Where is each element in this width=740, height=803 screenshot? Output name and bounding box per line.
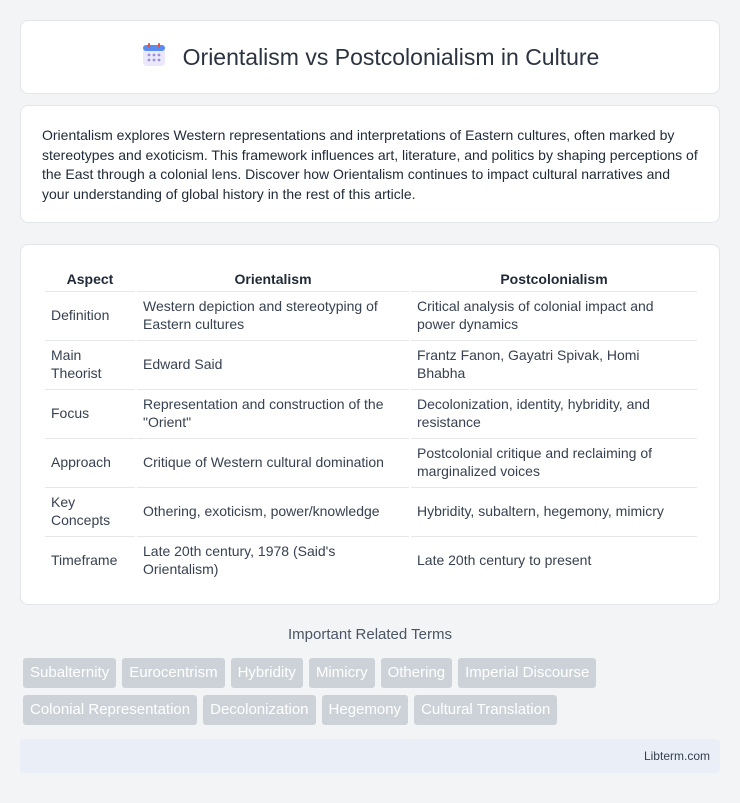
footer-brand[interactable]: Libterm.com xyxy=(643,749,710,763)
intro-card xyxy=(20,105,720,223)
tag-eurocentrism[interactable]: Eurocentrism xyxy=(122,658,224,688)
cell-postcolonialism: Decolonization, identity, hybridity, and resistance xyxy=(411,389,697,436)
cell-orientalism: Critique of Western cultural domination xyxy=(137,438,409,485)
tag-row xyxy=(23,695,723,725)
footer xyxy=(20,739,720,773)
cell-postcolonialism: Frantz Fanon, Gayatri Spivak, Homi Bhabha xyxy=(411,340,697,387)
cell-postcolonialism: Critical analysis of colonial impact and power dynamics xyxy=(411,291,697,338)
table-row xyxy=(45,340,697,387)
cell-orientalism: Western depiction and stereotyping of Eastern cultures xyxy=(137,291,409,338)
intro-text: Orientalism explores Western representations and interpretations of Eastern cultures, often marked by stereotypes and exoticism. This framework influences art, literature, and politics by shaping perceptions of the East through a colonial lens. Discover how Orientalism continues to impact cultural narratives and your understanding of global history in the rest of this article. xyxy=(42,127,698,202)
table-row xyxy=(45,438,697,485)
cell-aspect: Key Concepts xyxy=(45,487,135,534)
cell-orientalism: Representation and construction of the "Orient" xyxy=(137,389,409,436)
cell-postcolonialism: Postcolonial critique and reclaiming of marginalized voices xyxy=(411,438,697,485)
header-postcolonialism: Postcolonialism xyxy=(500,271,608,287)
calendar-grid-icon xyxy=(141,42,167,73)
related-terms xyxy=(23,658,723,732)
comparison-table xyxy=(43,266,699,585)
comparison-card xyxy=(20,244,720,605)
cell-postcolonialism: Late 20th century to present xyxy=(411,536,697,583)
tag-cultural-translation[interactable]: Cultural Translation xyxy=(414,695,557,725)
header xyxy=(141,42,600,73)
tag-hegemony[interactable]: Hegemony xyxy=(322,695,409,725)
table-row xyxy=(45,536,697,583)
header-card xyxy=(20,20,720,94)
related-terms-heading: Important Related Terms xyxy=(288,626,452,643)
tag-decolonization[interactable]: Decolonization xyxy=(203,695,315,725)
tag-imperial-discourse[interactable]: Imperial Discourse xyxy=(458,658,596,688)
header-orientalism: Orientalism xyxy=(234,271,312,287)
tag-othering[interactable]: Othering xyxy=(381,658,453,688)
cell-aspect: Definition xyxy=(45,291,135,338)
cell-aspect: Timeframe xyxy=(45,536,135,583)
table-header-row xyxy=(45,268,697,289)
tag-colonial-representation[interactable]: Colonial Representation xyxy=(23,695,197,725)
tag-subalternity[interactable]: Subalternity xyxy=(23,658,116,688)
table-row xyxy=(45,487,697,534)
cell-orientalism: Late 20th century, 1978 (Said's Orientalism) xyxy=(137,536,409,583)
tag-mimicry[interactable]: Mimicry xyxy=(309,658,375,688)
cell-orientalism: Othering, exoticism, power/knowledge xyxy=(137,487,409,534)
table-row xyxy=(45,389,697,436)
cell-aspect: Focus xyxy=(45,389,135,436)
table-row xyxy=(45,291,697,338)
page-title: Orientalism vs Postcolonialism in Culture xyxy=(182,43,600,70)
tag-hybridity[interactable]: Hybridity xyxy=(231,658,303,688)
cell-postcolonialism: Hybridity, subaltern, hegemony, mimicry xyxy=(411,487,697,534)
tag-row xyxy=(23,658,723,688)
cell-orientalism: Edward Said xyxy=(137,340,409,387)
cell-aspect: Main Theorist xyxy=(45,340,135,387)
header-aspect: Aspect xyxy=(66,271,114,287)
cell-aspect: Approach xyxy=(45,438,135,485)
